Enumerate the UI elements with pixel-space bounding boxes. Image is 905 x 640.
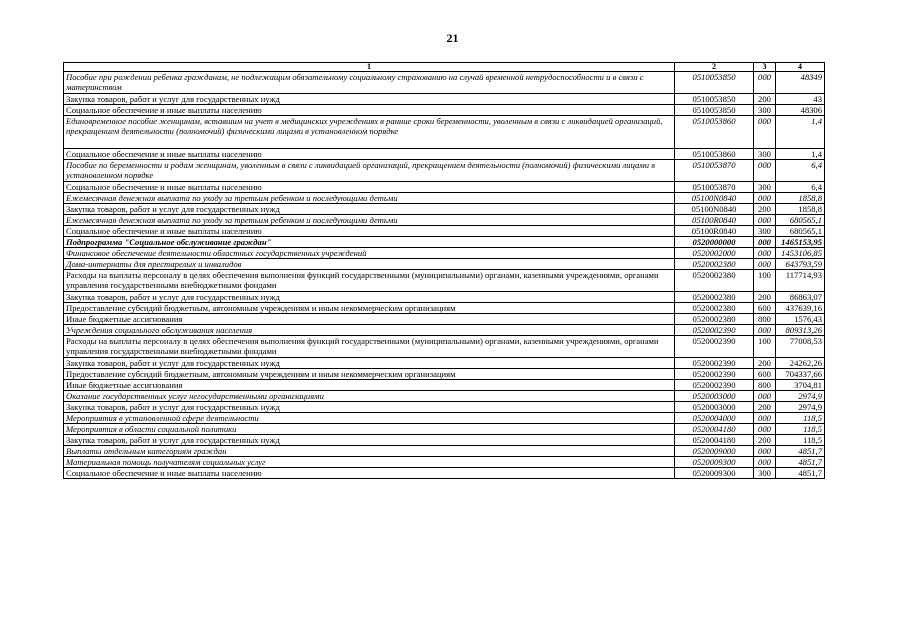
row-name-cell: Материальная помощь получателям социальных услуг	[64, 457, 675, 468]
row-code-cell: 0520004000	[675, 413, 754, 424]
row-name-cell: Финансовое обеспечение деятельности областных государственных учреждений	[64, 248, 675, 259]
row-code-cell: 0520004180	[675, 435, 754, 446]
row-value-cell: 117714,93	[776, 270, 825, 292]
row-name-cell: Предоставление субсидий бюджетным, автономным учреждениям и иным некоммерческим организациям	[64, 303, 675, 314]
page-number: 21	[446, 31, 459, 45]
row-type-cell: 000	[754, 259, 776, 270]
row-name-cell: Социальное обеспечение и иные выплаты населению	[64, 468, 675, 479]
row-name-cell: Социальное обеспечение и иные выплаты населению	[64, 182, 675, 193]
row-type-cell: 200	[754, 94, 776, 105]
row-name-cell: Единовременное пособие женщинам, вставшим на учет в медицинских учреждениях в ранние сроки беременности, уволенным в связи с ликвидацией организаций, прекращением деятельности (полномочий) физическими лицами в установленном порядке	[64, 116, 675, 149]
table-row	[64, 413, 825, 424]
row-type-cell: 100	[754, 270, 776, 292]
row-code-cell: 0520009300	[675, 457, 754, 468]
row-name-cell: Ежемесячная денежная выплата по уходу за третьим ребенком и последующими детьми	[64, 193, 675, 204]
row-name-cell: Закупка товаров, работ и услуг для государственных нужд	[64, 402, 675, 413]
table-row	[64, 160, 825, 182]
row-type-cell: 000	[754, 457, 776, 468]
row-code-cell: 0520000000	[675, 237, 754, 248]
table-row	[64, 303, 825, 314]
row-code-cell: 0520002380	[675, 292, 754, 303]
table-row	[64, 248, 825, 259]
table-row	[64, 446, 825, 457]
row-value-cell: 437639,16	[776, 303, 825, 314]
table-row	[64, 259, 825, 270]
row-type-cell: 300	[754, 105, 776, 116]
row-type-cell: 000	[754, 215, 776, 226]
row-value-cell: 48306	[776, 105, 825, 116]
row-type-cell: 600	[754, 369, 776, 380]
row-type-cell: 300	[754, 226, 776, 237]
row-type-cell: 200	[754, 402, 776, 413]
row-type-cell: 000	[754, 325, 776, 336]
row-type-cell: 000	[754, 72, 776, 94]
table-row	[64, 182, 825, 193]
table-row	[64, 204, 825, 215]
row-type-cell: 800	[754, 314, 776, 325]
row-value-cell: 1858,8	[776, 204, 825, 215]
row-code-cell: 0520002390	[675, 369, 754, 380]
row-code-cell: 0520004180	[675, 424, 754, 435]
row-type-cell: 000	[754, 160, 776, 182]
header-cell: 4	[776, 63, 825, 72]
row-type-cell: 000	[754, 424, 776, 435]
row-type-cell: 300	[754, 182, 776, 193]
table-row	[64, 468, 825, 479]
row-name-cell: Ежемесячная денежная выплата по уходу за третьим ребенком и последующими детьми	[64, 215, 675, 226]
table-row	[64, 358, 825, 369]
row-name-cell: Оказание государственных услуг негосударственными организациями	[64, 391, 675, 402]
row-name-cell: Подпрограмма "Социальное обслуживание граждан"	[64, 237, 675, 248]
row-name-cell: Закупка товаров, работ и услуг для государственных нужд	[64, 204, 675, 215]
row-code-cell: 0520002390	[675, 358, 754, 369]
row-code-cell: 0520009300	[675, 468, 754, 479]
row-code-cell: 0520002390	[675, 325, 754, 336]
row-code-cell: 0520002000	[675, 248, 754, 259]
row-value-cell: 77008,53	[776, 336, 825, 358]
row-code-cell: 05100N0840	[675, 193, 754, 204]
row-name-cell: Закупка товаров, работ и услуг для государственных нужд	[64, 292, 675, 303]
row-code-cell: 0520002380	[675, 270, 754, 292]
row-code-cell: 05100R0840	[675, 226, 754, 237]
table-row	[64, 116, 825, 149]
row-code-cell: 0520002380	[675, 259, 754, 270]
row-value-cell: 2974,9	[776, 391, 825, 402]
header-cell: 1	[64, 63, 675, 72]
table-row	[64, 457, 825, 468]
row-code-cell: 0510053860	[675, 149, 754, 160]
row-name-cell: Дома-интернаты для престарелых и инвалидов	[64, 259, 675, 270]
table-row	[64, 72, 825, 94]
table-row	[64, 435, 825, 446]
table-row	[64, 380, 825, 391]
row-code-cell: 0510053850	[675, 72, 754, 94]
row-code-cell: 0520002380	[675, 314, 754, 325]
table-row	[64, 193, 825, 204]
row-type-cell: 200	[754, 204, 776, 215]
table-row	[64, 336, 825, 358]
row-name-cell: Учреждения социального обслуживания населения	[64, 325, 675, 336]
row-value-cell: 118,5	[776, 424, 825, 435]
row-name-cell: Социальное обеспечение и иные выплаты населению	[64, 226, 675, 237]
table-header-row	[64, 63, 825, 72]
row-type-cell: 000	[754, 116, 776, 149]
row-type-cell: 300	[754, 468, 776, 479]
row-name-cell: Пособие по беременности и родам женщинам, уволенным в связи с ликвидацией организаций, прекращением деятельности (полномочий) физическими лицами в установленном порядке	[64, 160, 675, 182]
row-value-cell: 1576,43	[776, 314, 825, 325]
row-code-cell: 0520009000	[675, 446, 754, 457]
row-value-cell: 3704,81	[776, 380, 825, 391]
row-type-cell: 100	[754, 336, 776, 358]
row-value-cell: 1858,8	[776, 193, 825, 204]
header-cell: 3	[754, 63, 776, 72]
table-row	[64, 149, 825, 160]
table-row	[64, 391, 825, 402]
row-value-cell: 24262,26	[776, 358, 825, 369]
row-name-cell: Предоставление субсидий бюджетным, автономным учреждениям и иным некоммерческим организациям	[64, 369, 675, 380]
row-name-cell: Закупка товаров, работ и услуг для государственных нужд	[64, 435, 675, 446]
row-value-cell: 680565,1	[776, 226, 825, 237]
table-row	[64, 215, 825, 226]
row-value-cell: 6,4	[776, 182, 825, 193]
row-name-cell: Мероприятия в области социальной политики	[64, 424, 675, 435]
table-row	[64, 325, 825, 336]
row-code-cell: 0510053870	[675, 182, 754, 193]
row-value-cell: 118,5	[776, 435, 825, 446]
table-row	[64, 226, 825, 237]
row-name-cell: Мероприятия в установленной сфере деятельности	[64, 413, 675, 424]
row-code-cell: 0520003000	[675, 391, 754, 402]
row-value-cell: 43	[776, 94, 825, 105]
row-type-cell: 600	[754, 303, 776, 314]
row-name-cell: Иные бюджетные ассигнования	[64, 314, 675, 325]
row-value-cell: 4851,7	[776, 446, 825, 457]
row-type-cell: 000	[754, 248, 776, 259]
row-name-cell: Социальное обеспечение и иные выплаты населению	[64, 105, 675, 116]
row-value-cell: 48349	[776, 72, 825, 94]
table-row	[64, 424, 825, 435]
table-row	[64, 314, 825, 325]
row-code-cell: 05100R0840	[675, 215, 754, 226]
row-type-cell: 300	[754, 149, 776, 160]
row-code-cell: 0510053870	[675, 160, 754, 182]
row-name-cell: Расходы на выплаты персоналу в целях обеспечения выполнения функций государственными (муниципальными) органами, казенными учреждениями, органами управления государственными внебюджетными фондами	[64, 270, 675, 292]
row-code-cell: 0510053850	[675, 105, 754, 116]
row-type-cell: 200	[754, 435, 776, 446]
row-type-cell: 000	[754, 446, 776, 457]
row-type-cell: 200	[754, 358, 776, 369]
table-row	[64, 402, 825, 413]
row-value-cell: 643793,59	[776, 259, 825, 270]
row-type-cell: 200	[754, 292, 776, 303]
row-name-cell: Выплаты отдельным категориям граждан	[64, 446, 675, 457]
row-value-cell: 1465153,95	[776, 237, 825, 248]
table-row	[64, 292, 825, 303]
table-row	[64, 94, 825, 105]
row-name-cell: Социальное обеспечение и иные выплаты населению	[64, 149, 675, 160]
row-value-cell: 118,5	[776, 413, 825, 424]
table-row	[64, 270, 825, 292]
row-value-cell: 2974,9	[776, 402, 825, 413]
row-code-cell: 0510053860	[675, 116, 754, 149]
row-value-cell: 4851,7	[776, 457, 825, 468]
row-code-cell: 05100N0840	[675, 204, 754, 215]
row-code-cell: 0520002390	[675, 336, 754, 358]
row-name-cell: Закупка товаров, работ и услуг для государственных нужд	[64, 94, 675, 105]
row-type-cell: 800	[754, 380, 776, 391]
row-type-cell: 000	[754, 413, 776, 424]
row-name-cell: Расходы на выплаты персоналу в целях обеспечения выполнения функций государственными (муниципальными) органами, казенными учреждениями, органами управления государственными внебюджетными фондами	[64, 336, 675, 358]
table-row	[64, 237, 825, 248]
row-value-cell: 704337,66	[776, 369, 825, 380]
row-value-cell: 680565,1	[776, 215, 825, 226]
row-code-cell: 0520003000	[675, 402, 754, 413]
row-value-cell: 86863,07	[776, 292, 825, 303]
row-code-cell: 0520002380	[675, 303, 754, 314]
row-name-cell: Закупка товаров, работ и услуг для государственных нужд	[64, 358, 675, 369]
row-name-cell: Иные бюджетные ассигнования	[64, 380, 675, 391]
budget-table	[63, 62, 825, 479]
row-value-cell: 809313,26	[776, 325, 825, 336]
table-row	[64, 105, 825, 116]
row-type-cell: 000	[754, 193, 776, 204]
row-code-cell: 0510053850	[675, 94, 754, 105]
header-cell: 2	[675, 63, 754, 72]
row-type-cell: 000	[754, 391, 776, 402]
table-row	[64, 369, 825, 380]
row-name-cell: Пособие при рождении ребенка гражданам, не подлежащим обязательному социальному страхованию на случай временной нетрудоспособности и в связи с материнством	[64, 72, 675, 94]
row-value-cell: 1,4	[776, 149, 825, 160]
row-type-cell: 000	[754, 237, 776, 248]
row-value-cell: 6,4	[776, 160, 825, 182]
row-value-cell: 1,4	[776, 116, 825, 149]
row-code-cell: 0520002390	[675, 380, 754, 391]
row-value-cell: 4851,7	[776, 468, 825, 479]
row-value-cell: 1453106,85	[776, 248, 825, 259]
